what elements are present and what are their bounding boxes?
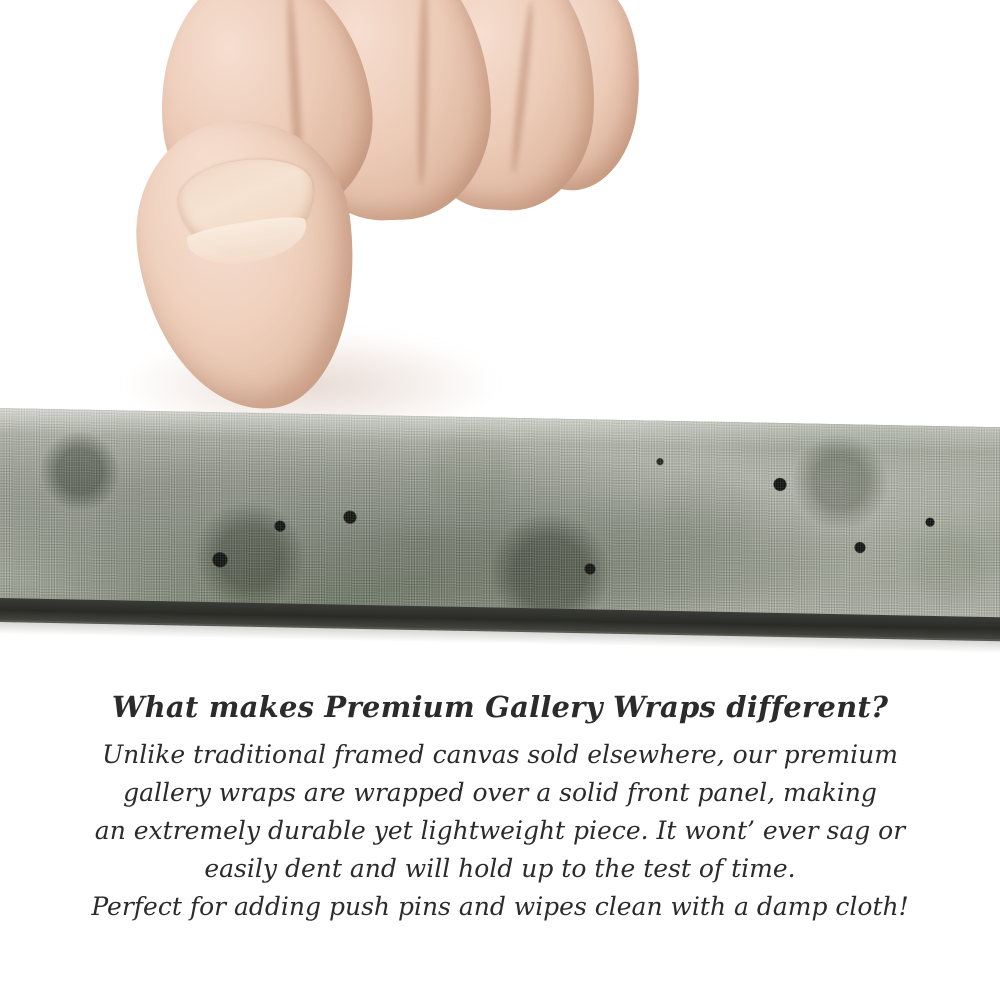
canvas-edge-strip [0, 408, 1000, 632]
caption-heading: What makes Premium Gallery Wraps different? [111, 690, 889, 724]
caption-line-5: Perfect for adding push pins and wipes clean with a damp cloth! [91, 892, 909, 921]
caption-line-1: Unlike traditional framed canvas sold elsewhere, our premium [102, 740, 898, 769]
hand-illustration [150, 0, 620, 420]
caption-line-4: easily dent and will hold up to the test of time. [204, 854, 796, 883]
caption-line-2: gallery wraps are wrapped over a solid front panel, making [123, 778, 877, 807]
caption-block [0, 690, 1000, 926]
caption-line-3: an extremely durable yet lightweight piece. It wont’ ever sag or [94, 816, 906, 845]
